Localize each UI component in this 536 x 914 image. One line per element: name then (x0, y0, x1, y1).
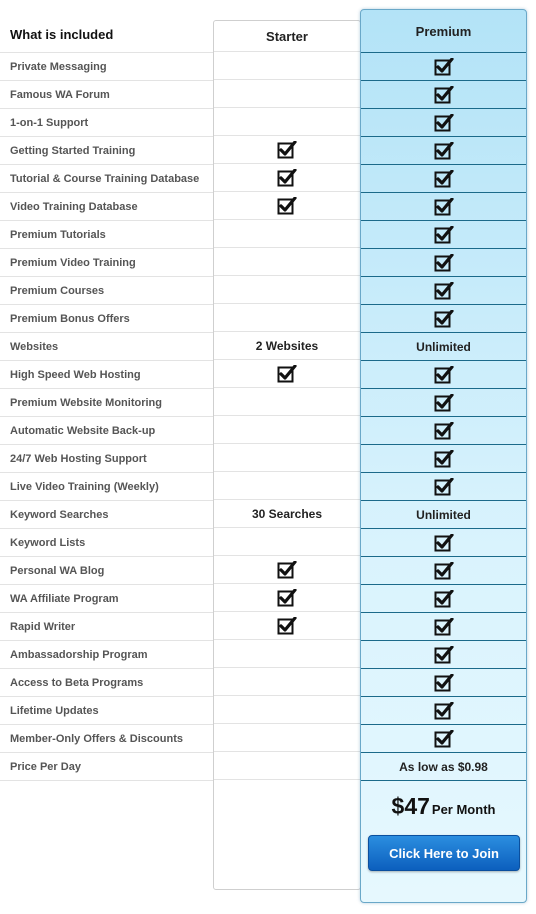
feature-label: High Speed Web Hosting (10, 368, 141, 381)
starter-cell (214, 724, 360, 752)
premium-cell (361, 277, 526, 305)
feature-label: Premium Website Monitoring (10, 396, 162, 409)
starter-cell (214, 276, 360, 304)
premium-cell (361, 305, 526, 333)
checkbox-checked-icon (434, 170, 454, 188)
premium-cell (361, 81, 526, 109)
feature-row (0, 613, 214, 641)
starter-cell (214, 444, 360, 472)
feature-label: Lifetime Updates (10, 704, 99, 717)
premium-cell (361, 613, 526, 641)
starter-cell (214, 416, 360, 444)
feature-label: Video Training Database (10, 200, 138, 213)
premium-cell (361, 221, 526, 249)
premium-cell (361, 333, 526, 361)
premium-cell (361, 501, 526, 529)
feature-label: Access to Beta Programs (10, 676, 144, 689)
checkbox-checked-icon (434, 422, 454, 440)
feature-row (0, 249, 214, 277)
feature-row (0, 557, 214, 585)
starter-cell (214, 388, 360, 416)
checkbox-checked-icon (434, 674, 454, 692)
checkbox-checked-icon (277, 365, 297, 383)
starter-plan-column (213, 20, 361, 890)
checkbox-checked-icon (434, 198, 454, 216)
premium-cell (361, 753, 526, 781)
premium-plan-column (360, 9, 527, 903)
premium-cell (361, 473, 526, 501)
premium-cell (361, 165, 526, 193)
checkbox-checked-icon (434, 646, 454, 664)
feature-row (0, 221, 214, 249)
starter-cell (214, 500, 360, 528)
premium-cell (361, 557, 526, 585)
premium-cell (361, 109, 526, 137)
checkbox-checked-icon (434, 254, 454, 272)
checkbox-checked-icon (434, 114, 454, 132)
premium-value: Unlimited (416, 507, 471, 522)
feature-row (0, 137, 214, 165)
checkbox-checked-icon (434, 478, 454, 496)
premium-cell (361, 641, 526, 669)
starter-cell (214, 528, 360, 556)
feature-label: 24/7 Web Hosting Support (10, 452, 147, 465)
starter-cell (214, 248, 360, 276)
feature-label: Tutorial & Course Training Database (10, 172, 200, 185)
starter-cell (214, 80, 360, 108)
starter-cell (214, 332, 360, 360)
checkbox-checked-icon (434, 534, 454, 552)
starter-cell (214, 584, 360, 612)
feature-row (0, 305, 214, 333)
feature-row (0, 333, 214, 361)
feature-label: Price Per Day (10, 760, 81, 773)
feature-label: Premium Courses (10, 284, 105, 297)
feature-row (0, 697, 214, 725)
starter-plan-title: Starter (266, 28, 308, 44)
feature-row (0, 669, 214, 697)
feature-label: Private Messaging (10, 60, 107, 73)
checkbox-checked-icon (434, 702, 454, 720)
premium-cell (361, 445, 526, 473)
feature-label: Ambassadorship Program (10, 648, 148, 661)
checkbox-checked-icon (434, 58, 454, 76)
feature-row (0, 81, 214, 109)
checkbox-checked-icon (434, 730, 454, 748)
starter-value: 30 Searches (251, 506, 323, 521)
price-amount: $47 (391, 793, 430, 819)
premium-cell (361, 725, 526, 753)
premium-cell (361, 389, 526, 417)
feature-row (0, 277, 214, 305)
feature-label: Getting Started Training (10, 144, 136, 157)
premium-value: As low as $0.98 (399, 759, 488, 774)
feature-row (0, 753, 214, 781)
feature-label: Websites (10, 340, 59, 353)
feature-label: Keyword Searches (10, 508, 109, 521)
feature-label-list (0, 52, 214, 781)
checkbox-checked-icon (434, 366, 454, 384)
feature-label: Premium Bonus Offers (10, 312, 130, 325)
price-period: Per Month (431, 802, 496, 817)
feature-row (0, 725, 214, 753)
premium-cell (361, 585, 526, 613)
feature-row (0, 361, 214, 389)
starter-cell (214, 52, 360, 80)
starter-cell (214, 696, 360, 724)
feature-row (0, 417, 214, 445)
starter-cell (214, 668, 360, 696)
checkbox-checked-icon (277, 617, 297, 635)
premium-cell (361, 137, 526, 165)
starter-cell (214, 164, 360, 192)
checkbox-checked-icon (434, 282, 454, 300)
feature-row (0, 473, 214, 501)
premium-price (361, 793, 526, 820)
premium-cell (361, 417, 526, 445)
feature-label: Personal WA Blog (10, 564, 105, 577)
starter-cell (214, 304, 360, 332)
checkbox-checked-icon (434, 226, 454, 244)
premium-plan-title: Premium (415, 23, 472, 39)
starter-cell (214, 360, 360, 388)
checkbox-checked-icon (277, 561, 297, 579)
feature-label: Keyword Lists (10, 536, 86, 549)
feature-row (0, 445, 214, 473)
premium-cell (361, 529, 526, 557)
checkbox-checked-icon (434, 310, 454, 328)
feature-row (0, 165, 214, 193)
checkbox-checked-icon (434, 142, 454, 160)
checkbox-checked-icon (434, 86, 454, 104)
feature-label: Rapid Writer (10, 620, 76, 633)
checkbox-checked-icon (434, 394, 454, 412)
checkbox-checked-icon (434, 562, 454, 580)
checkbox-checked-icon (434, 590, 454, 608)
feature-row (0, 501, 214, 529)
feature-row (0, 109, 214, 137)
premium-value: Unlimited (416, 339, 471, 354)
feature-label: Automatic Website Back-up (10, 424, 156, 437)
feature-label: WA Affiliate Program (10, 592, 119, 605)
starter-cell (214, 136, 360, 164)
checkbox-checked-icon (277, 197, 297, 215)
premium-cell (361, 669, 526, 697)
feature-label: 1-on-1 Support (10, 116, 89, 129)
join-button[interactable]: Click Here to Join (368, 835, 520, 871)
feature-row (0, 585, 214, 613)
starter-feature-cells (214, 51, 360, 780)
feature-row (0, 53, 214, 81)
starter-cell (214, 556, 360, 584)
feature-label: Premium Tutorials (10, 228, 106, 241)
feature-row (0, 641, 214, 669)
feature-label: Live Video Training (Weekly) (10, 480, 159, 493)
checkbox-checked-icon (277, 589, 297, 607)
starter-cell (214, 192, 360, 220)
section-heading: What is included (10, 27, 114, 42)
starter-cell (214, 752, 360, 780)
starter-cell (214, 472, 360, 500)
premium-cell (361, 697, 526, 725)
starter-cell (214, 108, 360, 136)
checkbox-checked-icon (277, 169, 297, 187)
feature-row (0, 193, 214, 221)
premium-cell (361, 53, 526, 81)
premium-cell (361, 193, 526, 221)
feature-label: Premium Video Training (10, 256, 136, 269)
starter-cell (214, 220, 360, 248)
starter-value: 2 Websites (255, 338, 319, 353)
starter-cell (214, 640, 360, 668)
premium-cell (361, 249, 526, 277)
premium-feature-cells (361, 52, 526, 781)
premium-cell (361, 361, 526, 389)
checkbox-checked-icon (434, 450, 454, 468)
feature-row (0, 529, 214, 557)
feature-label: Famous WA Forum (10, 88, 110, 101)
feature-row (0, 389, 214, 417)
starter-cell (214, 612, 360, 640)
checkbox-checked-icon (434, 618, 454, 636)
checkbox-checked-icon (277, 141, 297, 159)
feature-label: Member-Only Offers & Discounts (10, 732, 183, 745)
